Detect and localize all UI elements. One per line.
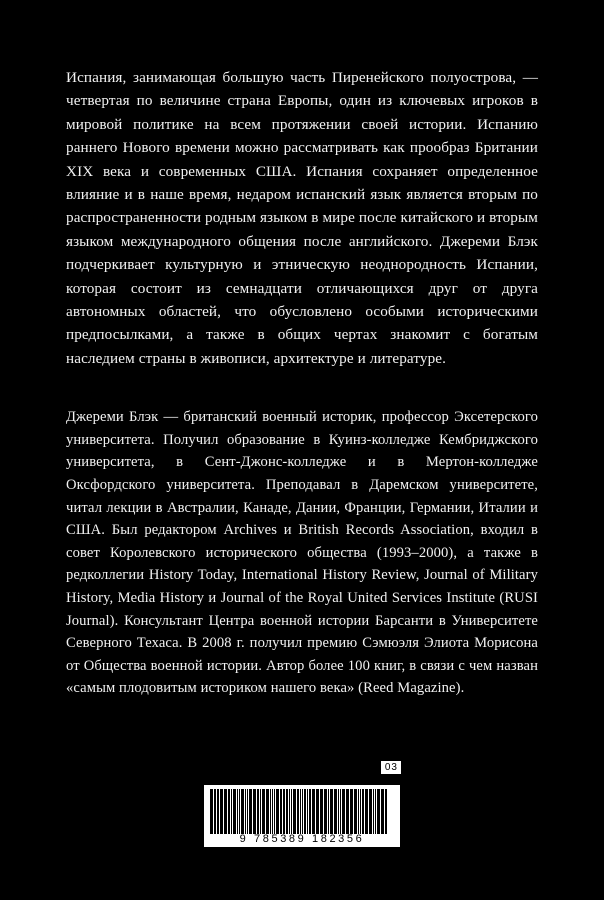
book-description-paragraph: Испания, занимающая большую часть Пиренейского полуострова, — четвертая по величине страна Европы, один из ключевых игроков в мировой политике на всем протяжении своей истории. Испанию раннего Нового времени можно рассматривать как прообраз Британии XIX века и современных США. Испания сохраняет определенное влияние и в наше время, недаром испанский язык является вторым по распространенности родным языком в мире после китайского и вторым языком международного общения после английского. Джереми Блэк подчеркивает культурную и этническую неоднородность Испании, которая состоит из семнадцати отличающихся друг от друга автономных областей, что обусловлено особыми историческими предпосылками, а также в общих чертах знакомит с богатым наследием страны в живописи, архитектуре и литературе. — [66, 69, 538, 367]
barcode-area — [204, 762, 400, 847]
barcode-addon-code: 03 — [381, 761, 401, 774]
barcode — [204, 785, 400, 847]
barcode-bars — [210, 789, 394, 834]
back-cover-text-block — [66, 66, 538, 700]
barcode-digits: 9 785389 182356 — [239, 833, 365, 845]
author-bio-paragraph: Джереми Блэк — британский военный историк, профессор Эксетерского университета. Получил образование в Куинз-колледже Кембриджского университета, в Сент-Джонс-колледже и в Мертон-колледже Оксфордского университета. Преподавал в Даремском университете, читал лекции в Австралии, Канаде, Дании, Франции, Германии, Италии и США. Был редактором Archives и British Records Association, входил в совет Королевского исторического общества (1993–2000), а также в редколлегии History Today, International History Review, Journal of Military History, Media History и Journal of the Royal United Services Institute (RUSI Journal). Консультант Центра военной истории Барсанти в Университете Северного Техаса. В 2008 г. получил премию Сэмюэля Элиота Морисона от Общества военной истории. Автор более 100 книг, в связи с чем назван «самым плодовитым историком нашего века» (Reed Magazine). — [66, 409, 538, 697]
